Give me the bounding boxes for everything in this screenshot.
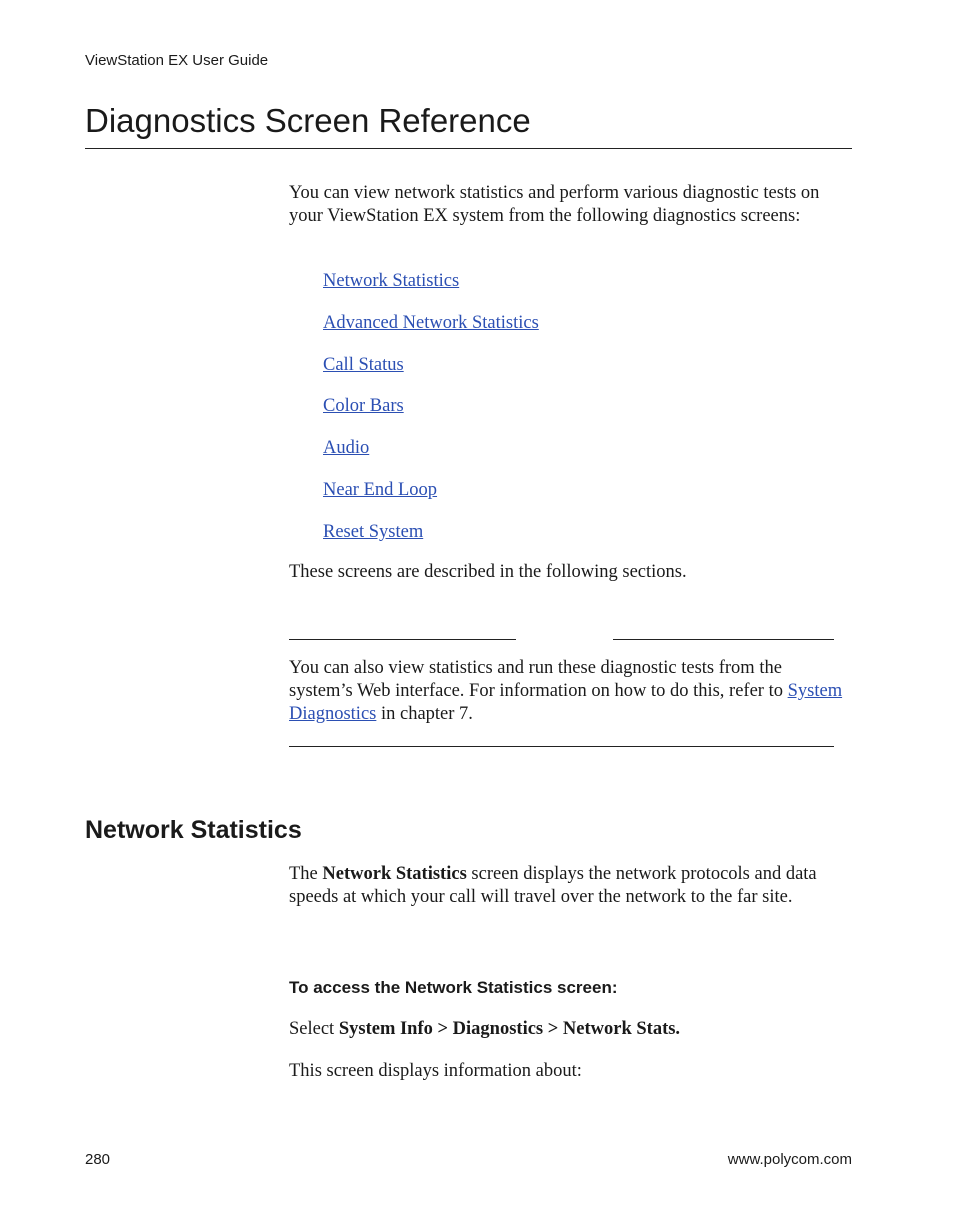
note-top-rule-right xyxy=(613,639,834,640)
link-call-status[interactable]: Call Status xyxy=(323,354,404,375)
section-paragraph xyxy=(289,863,854,909)
para-bold: Network Statistics xyxy=(322,864,467,884)
para-rest: screen displays the network protocols and data speeds at which your call will travel over the network to the far site. xyxy=(289,864,817,907)
page-title: Diagnostics Screen Reference xyxy=(85,102,531,139)
link-advanced-network-statistics[interactable]: Advanced Network Statistics xyxy=(323,312,539,333)
link-system-diagnostics[interactable]: System Diagnostics xyxy=(289,681,843,724)
list-item xyxy=(323,519,539,561)
section-title: Network Statistics xyxy=(85,816,302,844)
intro-paragraph: You can view network statistics and perform various diagnostic tests on your ViewStation EX system from the following diagnostics screens: xyxy=(289,183,820,226)
list-item xyxy=(323,310,539,352)
note-text-after: in chapter 7. xyxy=(376,704,473,724)
list-item xyxy=(323,435,539,477)
footer-url: www.polycom.com xyxy=(727,1151,852,1168)
link-reset-system[interactable]: Reset System xyxy=(323,521,424,542)
step-lead: Select xyxy=(289,1019,339,1039)
diagnostics-link-list xyxy=(323,268,539,561)
running-header: ViewStation EX User Guide xyxy=(85,52,269,69)
list-item xyxy=(323,268,539,310)
last-paragraph: This screen displays information about: xyxy=(289,1061,582,1081)
note-bottom-rule xyxy=(289,746,834,747)
list-item xyxy=(323,477,539,519)
title-rule xyxy=(85,148,852,149)
procedure-heading: To access the Network Statistics screen: xyxy=(289,978,618,997)
link-audio[interactable]: Audio xyxy=(323,438,370,459)
page-number: 280 xyxy=(85,1151,111,1168)
link-near-end-loop[interactable]: Near End Loop xyxy=(323,479,438,500)
after-links-paragraph: These screens are described in the following sections. xyxy=(289,562,687,582)
note-paragraph xyxy=(289,657,849,726)
para-lead: The xyxy=(289,864,323,884)
step-bold: System Info > Diagnostics > Network Stats. xyxy=(338,1019,681,1039)
note-text-before: You can also view statistics and run these diagnostic tests from the system’s Web interface. For information on how to do this, refer to xyxy=(289,658,788,701)
link-network-statistics[interactable]: Network Statistics xyxy=(323,271,460,291)
list-item xyxy=(323,393,539,435)
list-item xyxy=(323,352,539,394)
link-color-bars[interactable]: Color Bars xyxy=(323,396,404,417)
procedure-step xyxy=(289,1018,854,1041)
note-top-rule-left xyxy=(289,639,516,640)
